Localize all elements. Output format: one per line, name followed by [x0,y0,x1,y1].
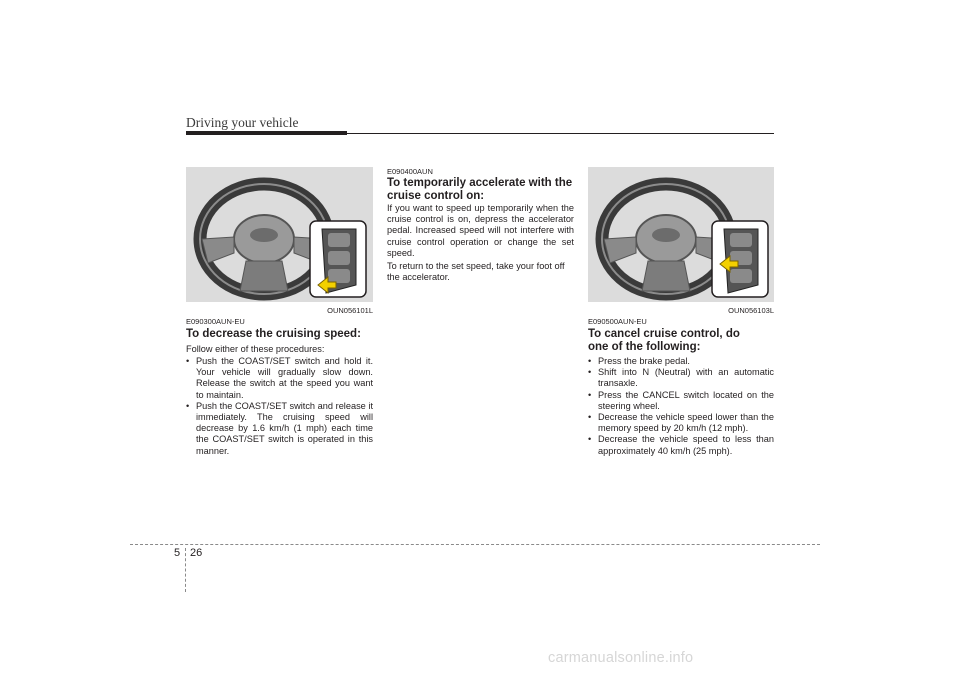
accelerate-para-2: To return to the set speed, take your foot off the accelerator. [387,261,565,283]
steering-wheel-illustration [186,167,373,302]
figure-code-left: OUN056101L [327,306,373,315]
header-rule-thick [186,131,347,135]
list-item: • Push the COAST/SET switch and hold it. Your vehicle will gradually slow down. Release the switch at the speed you want to maintain. [186,356,373,401]
section-code-decrease: E090300AUN-EU [186,317,245,326]
decrease-intro: Follow either of these procedures: [186,344,325,354]
cancel-list [588,356,774,457]
page-section-number: 5 [174,547,181,559]
heading-accelerate: To temporarily accelerate with the cruise control on: [387,177,573,202]
footer-dashed-rule [130,544,820,545]
page-number: 26 [190,547,203,559]
heading-decrease: To decrease the cruising speed: [186,328,361,340]
list-item: • Press the brake pedal. [588,356,774,367]
heading-cancel: To cancel cruise control, do one of the following: [588,328,740,353]
list-item: • Press the CANCEL switch located on the steering wheel. [588,390,774,412]
header-rule-thin [347,133,774,134]
steering-wheel-illustration [588,167,774,302]
list-item: • Shift into N (Neutral) with an automatic transaxle. [588,367,774,389]
decrease-list [186,356,373,457]
footer-dashed-divider [185,548,186,592]
list-item: • Decrease the vehicle speed to less than approximately 40 km/h (25 mph). [588,434,774,456]
list-item: • Push the COAST/SET switch and release it immediately. The cruising speed will decrease by 1.6 km/h (1 mph) each time the COAST/SET switch is operated in this manner. [186,401,373,457]
figure-code-right: OUN056103L [728,306,774,315]
section-code-accelerate: E090400AUN [387,167,433,176]
steering-wheel-figure-decrease [186,167,373,302]
section-code-cancel: E090500AUN-EU [588,317,647,326]
watermark-link[interactable]: carmanualsonline.info [548,650,694,666]
accelerate-para-1: If you want to speed up temporarily when the cruise control is on, depress the accelerator pedal. Increased speed will not interfere with cruise control operation or change the set speed. [387,203,574,258]
list-item: • Decrease the vehicle speed lower than the memory speed by 20 km/h (12 mph). [588,412,774,434]
page-header-title: Driving your vehicle [186,115,299,130]
steering-wheel-figure-cancel [588,167,774,302]
